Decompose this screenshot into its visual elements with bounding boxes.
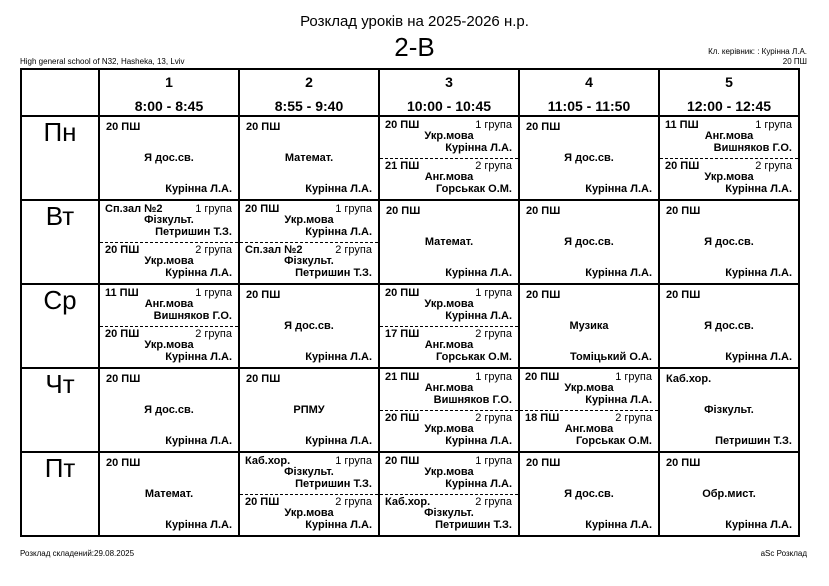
subject: Укр.мова	[424, 423, 474, 435]
lesson-cell	[379, 368, 519, 452]
group-lesson	[100, 242, 238, 283]
lesson	[660, 201, 798, 283]
lesson	[380, 201, 518, 283]
day-row	[21, 284, 799, 368]
room: 20 ПШ	[105, 244, 140, 256]
subject: РПМУ	[293, 404, 325, 416]
teacher: Петришин Т.З.	[715, 435, 792, 447]
corner-cell	[21, 69, 99, 116]
page-title: Розклад уроків на 2025-2026 н.р.	[300, 13, 529, 30]
subject: Укр.мова	[144, 255, 194, 267]
subject: Математ.	[144, 488, 194, 500]
teacher: Курінна Л.А.	[165, 435, 232, 447]
room: 20 ПШ	[246, 373, 281, 385]
group-lesson	[240, 453, 378, 495]
group-label: 2 група	[475, 496, 512, 508]
room: 18 ПШ	[525, 412, 560, 424]
subject: Укр.мова	[704, 171, 754, 183]
room: 20 ПШ	[105, 328, 140, 340]
period-header	[659, 69, 799, 116]
group-lesson	[240, 201, 378, 243]
teacher: Курінна Л.А.	[445, 310, 512, 322]
teacher: Курінна Л.А.	[585, 267, 652, 279]
lesson-cell	[519, 452, 659, 536]
day-label: Вт	[21, 200, 99, 284]
group-label: 1 група	[335, 203, 372, 215]
lesson-cell	[519, 116, 659, 200]
period-number: 4	[585, 74, 593, 90]
room: 20 ПШ	[526, 121, 561, 133]
teacher: Горськак О.М.	[435, 351, 512, 363]
teacher: Курінна Л.А.	[445, 142, 512, 154]
subject: Анг.мова	[144, 298, 194, 310]
lesson-cell	[99, 284, 239, 368]
group-label: 2 група	[475, 160, 512, 172]
lesson-cell	[239, 116, 379, 200]
teacher: Петришин Т.З.	[295, 267, 372, 279]
room: 11 ПШ	[665, 119, 699, 131]
room: 21 ПШ	[385, 371, 420, 383]
group-label: 1 група	[335, 455, 372, 467]
lesson	[240, 369, 378, 451]
lesson	[100, 453, 238, 535]
subject: Фізкульт.	[144, 214, 194, 226]
lesson-cell	[519, 284, 659, 368]
class-teacher: Кл. керівник: : Курінна Л.А.	[708, 47, 807, 56]
subject: Анг.мова	[424, 382, 474, 394]
teacher: Горськак О.М.	[435, 183, 512, 195]
lesson-cell	[379, 116, 519, 200]
group-label: 1 група	[195, 287, 232, 299]
group-label: 2 група	[335, 496, 372, 508]
lesson	[660, 453, 798, 535]
teacher: Курінна Л.А.	[305, 519, 372, 531]
lesson-cell	[519, 200, 659, 284]
teacher: Курінна Л.А.	[445, 478, 512, 490]
room: Каб.хор.	[385, 496, 431, 508]
lesson-cell	[99, 116, 239, 200]
group-lesson	[380, 326, 518, 367]
lesson	[520, 201, 658, 283]
teacher: Курінна Л.А.	[165, 351, 232, 363]
subject: Укр.мова	[564, 382, 614, 394]
lesson-cell	[99, 200, 239, 284]
subject: Я дос.св.	[144, 404, 194, 416]
class-room: 20 ПШ	[782, 57, 807, 66]
lesson-cell	[659, 452, 799, 536]
day-label: Ср	[21, 284, 99, 368]
group-lesson	[380, 117, 518, 159]
room: 20 ПШ	[385, 455, 420, 467]
room: 20 ПШ	[245, 496, 280, 508]
subject: Фізкульт.	[424, 507, 474, 519]
room: Сп.зал №2	[105, 203, 163, 215]
subject: Анг.мова	[424, 171, 474, 183]
group-label: 2 група	[335, 244, 372, 256]
room: 17 ПШ	[385, 328, 420, 340]
room: Каб.хор.	[245, 455, 291, 467]
period-time: 8:55 - 9:40	[274, 98, 344, 114]
day-label: Пн	[21, 116, 99, 200]
teacher: Петришин Т.З.	[295, 478, 372, 490]
group-lesson	[380, 369, 518, 411]
teacher: Курінна Л.А.	[305, 183, 372, 195]
teacher: Вишняков Г.О.	[713, 142, 792, 154]
room: 20 ПШ	[665, 160, 700, 172]
teacher: Курінна Л.А.	[305, 435, 372, 447]
group-lesson	[240, 242, 378, 283]
room: 20 ПШ	[385, 412, 420, 424]
period-header	[519, 69, 659, 116]
subject: Фізкульт.	[284, 255, 334, 267]
room: 20 ПШ	[526, 289, 561, 301]
group-label: 1 група	[475, 455, 512, 467]
subject: Анг.мова	[424, 339, 474, 351]
subject: Укр.мова	[424, 466, 474, 478]
group-lesson	[380, 158, 518, 199]
group-label: 2 група	[755, 160, 792, 172]
teacher: Курінна Л.А.	[445, 267, 512, 279]
teacher: Курінна Л.А.	[445, 435, 512, 447]
period-number: 2	[305, 74, 313, 90]
lesson-cell	[239, 200, 379, 284]
room: Сп.зал №2	[245, 244, 303, 256]
period-header	[379, 69, 519, 116]
teacher: Томіцький О.А.	[569, 351, 652, 363]
day-row	[21, 452, 799, 536]
room: 20 ПШ	[526, 205, 561, 217]
subject: Математ.	[284, 152, 334, 164]
group-label: 2 група	[195, 328, 232, 340]
teacher: Петришин Т.З.	[435, 519, 512, 531]
room: 20 ПШ	[386, 205, 421, 217]
timetable-grid	[20, 68, 800, 537]
group-label: 2 група	[475, 328, 512, 340]
room: 20 ПШ	[666, 457, 701, 469]
teacher: Курінна Л.А.	[725, 267, 792, 279]
group-lesson	[520, 410, 658, 451]
lesson	[100, 117, 238, 199]
group-label: 1 група	[475, 287, 512, 299]
subject: Я дос.св.	[564, 152, 614, 164]
room: 20 ПШ	[106, 457, 141, 469]
room: 20 ПШ	[246, 289, 281, 301]
group-label: 1 група	[195, 203, 232, 215]
subject: Я дос.св.	[564, 488, 614, 500]
day-row	[21, 368, 799, 452]
period-header	[99, 69, 239, 116]
teacher: Горськак О.М.	[575, 435, 652, 447]
subject: Фізкульт.	[284, 466, 334, 478]
group-label: 2 група	[195, 244, 232, 256]
group-label: 1 група	[755, 119, 792, 131]
teacher: Курінна Л.А.	[585, 519, 652, 531]
period-time: 12:00 - 12:45	[686, 98, 772, 114]
room: 20 ПШ	[526, 457, 561, 469]
lesson-cell	[99, 368, 239, 452]
teacher: Вишняков Г.О.	[433, 394, 512, 406]
group-lesson	[100, 285, 238, 327]
teacher: Курінна Л.А.	[305, 351, 372, 363]
room: 20 ПШ	[106, 373, 141, 385]
subject: Музика	[569, 320, 609, 332]
room: 20 ПШ	[666, 289, 701, 301]
teacher: Курінна Л.А.	[585, 183, 652, 195]
room: 21 ПШ	[385, 160, 420, 172]
created-date: Розклад складений:29.08.2025	[20, 549, 135, 558]
lesson	[660, 369, 798, 451]
software-brand: aSc Розклад	[760, 549, 807, 558]
teacher: Курінна Л.А.	[585, 394, 652, 406]
subject: Анг.мова	[564, 423, 614, 435]
group-lesson	[660, 117, 798, 159]
teacher: Курінна Л.А.	[165, 519, 232, 531]
group-lesson	[100, 201, 238, 243]
lesson-cell	[659, 284, 799, 368]
period-number: 1	[165, 74, 173, 90]
group-lesson	[660, 158, 798, 199]
day-label: Чт	[21, 368, 99, 452]
lesson-cell	[379, 284, 519, 368]
group-label: 1 група	[475, 119, 512, 131]
subject: Обр.мист.	[702, 488, 756, 500]
period-time: 10:00 - 10:45	[406, 98, 492, 114]
subject: Я дос.св.	[704, 236, 754, 248]
teacher: Курінна Л.А.	[725, 519, 792, 531]
lesson-cell	[239, 368, 379, 452]
lesson	[240, 285, 378, 367]
teacher: Курінна Л.А.	[725, 183, 792, 195]
lesson	[520, 117, 658, 199]
room: Каб.хор.	[666, 373, 712, 385]
day-label: Пт	[21, 452, 99, 536]
teacher: Курінна Л.А.	[305, 226, 372, 238]
group-lesson	[100, 326, 238, 367]
lesson-cell	[99, 452, 239, 536]
room: 20 ПШ	[666, 205, 701, 217]
lesson	[660, 285, 798, 367]
group-label: 2 група	[615, 412, 652, 424]
subject: Укр.мова	[284, 507, 334, 519]
period-number: 3	[445, 74, 453, 90]
subject: Укр.мова	[424, 298, 474, 310]
lesson-cell	[239, 452, 379, 536]
group-label: 1 група	[475, 371, 512, 383]
period-time: 11:05 - 11:50	[547, 98, 631, 114]
class-teacher-block	[708, 47, 807, 67]
subject: Фізкульт.	[704, 404, 754, 416]
group-label: 2 група	[475, 412, 512, 424]
day-row	[21, 200, 799, 284]
group-lesson	[240, 494, 378, 535]
lesson-cell	[659, 116, 799, 200]
group-lesson	[380, 410, 518, 451]
teacher: Курінна Л.А.	[165, 267, 232, 279]
teacher: Курінна Л.А.	[165, 183, 232, 195]
room: 20 ПШ	[525, 371, 560, 383]
class-name: 2-В	[394, 32, 435, 62]
lesson	[520, 285, 658, 367]
room: 20 ПШ	[246, 121, 281, 133]
room: 11 ПШ	[105, 287, 139, 299]
group-lesson	[380, 453, 518, 495]
period-time: 8:00 - 8:45	[134, 98, 204, 114]
lesson-cell	[379, 200, 519, 284]
subject: Я дос.св.	[564, 236, 614, 248]
lesson	[240, 117, 378, 199]
subject: Анг.мова	[704, 130, 754, 142]
group-label: 1 група	[615, 371, 652, 383]
school-name: High general school of N32, Hasheka, 13, Lviv	[20, 57, 185, 66]
teacher: Вишняков Г.О.	[153, 310, 232, 322]
teacher: Петришин Т.З.	[155, 226, 232, 238]
group-lesson	[380, 494, 518, 535]
subject: Математ.	[424, 236, 474, 248]
room: 20 ПШ	[385, 287, 420, 299]
subject: Укр.мова	[284, 214, 334, 226]
lesson	[100, 369, 238, 451]
period-number: 5	[725, 74, 733, 90]
teacher: Курінна Л.А.	[725, 351, 792, 363]
lesson-cell	[379, 452, 519, 536]
period-header-row	[21, 69, 799, 116]
subject: Я дос.св.	[284, 320, 334, 332]
subject: Я дос.св.	[704, 320, 754, 332]
lesson-cell	[659, 368, 799, 452]
lesson-cell	[239, 284, 379, 368]
lesson-cell	[659, 200, 799, 284]
group-lesson	[520, 369, 658, 411]
period-header	[239, 69, 379, 116]
lesson-cell	[519, 368, 659, 452]
group-lesson	[380, 285, 518, 327]
subject: Укр.мова	[144, 339, 194, 351]
day-row	[21, 116, 799, 200]
lesson	[520, 453, 658, 535]
subject: Укр.мова	[424, 130, 474, 142]
room: 20 ПШ	[385, 119, 420, 131]
subject: Я дос.св.	[144, 152, 194, 164]
room: 20 ПШ	[245, 203, 280, 215]
room: 20 ПШ	[106, 121, 141, 133]
